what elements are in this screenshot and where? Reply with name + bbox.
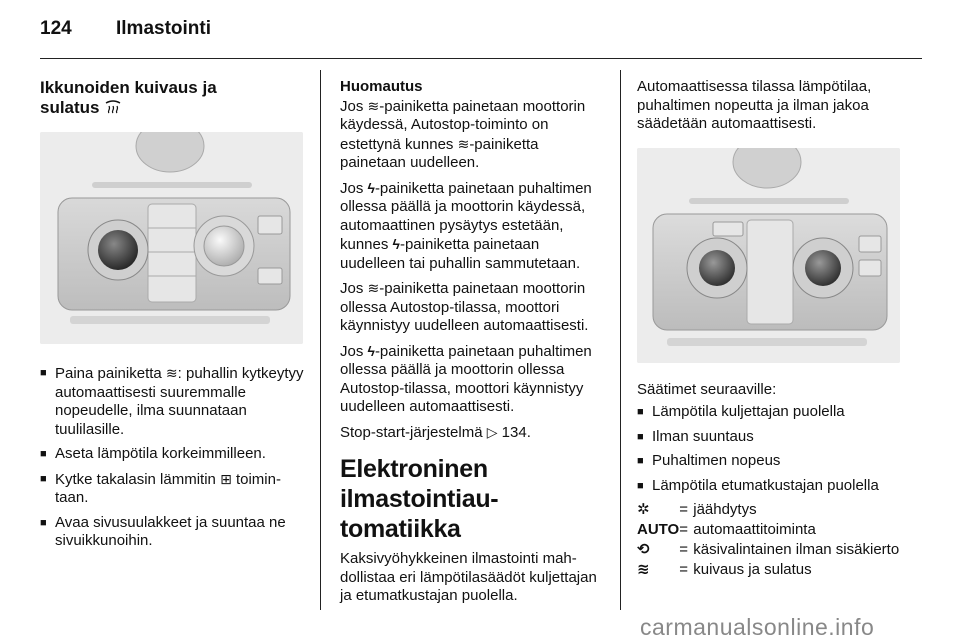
column-divider-2 bbox=[620, 70, 621, 610]
defrost-icon: ≋ bbox=[457, 135, 470, 152]
auto-label: AUTO bbox=[637, 521, 680, 538]
recirculation-icon: ⟲ bbox=[637, 541, 650, 558]
defrost-icon: ≋ bbox=[367, 97, 380, 114]
fan-icon: ϟ bbox=[367, 179, 375, 196]
defrost-steps-list bbox=[40, 364, 306, 551]
defrost-icon: ≋ bbox=[165, 365, 178, 381]
list-item: ■ Kytke takalasin lämmitin ⊞ toimintaan. bbox=[40, 470, 306, 508]
cooling-icon: ✲ bbox=[637, 501, 650, 518]
list-item: ■ Lämpötila kuljettajan puolella bbox=[637, 403, 900, 422]
fan-icon: ϟ bbox=[392, 236, 400, 252]
fan-icon: ϟ bbox=[367, 342, 375, 359]
electronic-climate-panel-photo bbox=[637, 148, 900, 363]
auto-mode-intro: Automaattisessa tilassa lämpötilaa, puhaltimen nopeutta ja ilman jakoa säädetään automaattisesti. bbox=[637, 78, 872, 132]
watermark: carmanualsonline.info bbox=[640, 614, 875, 640]
list-item: ■ Ilman suuntaus bbox=[637, 428, 900, 447]
list-item: ■ Lämpötila etumatkustajan puolella bbox=[637, 477, 900, 496]
controls-list bbox=[637, 403, 900, 495]
climate-panel-illustration bbox=[40, 132, 303, 344]
symbol-legend bbox=[637, 501, 899, 581]
page-title: Ilmastointi bbox=[116, 18, 212, 39]
section-title: Ikkunoiden kuivaus ja sulatus bbox=[40, 78, 217, 117]
list-item: ■ Aseta lämpötila korkeimmilleen. bbox=[40, 445, 306, 464]
column-2 bbox=[340, 78, 608, 612]
column-3 bbox=[637, 78, 900, 581]
defrost-icon: ≋ bbox=[367, 280, 380, 296]
defrost-icon bbox=[104, 100, 122, 114]
page-header bbox=[40, 18, 211, 40]
note-title: Huomautus bbox=[340, 78, 423, 95]
header-rule bbox=[40, 58, 922, 59]
legend-row: ≋ = kuivaus ja sulatus bbox=[637, 561, 899, 581]
defrost-icon: ≋ bbox=[637, 561, 650, 578]
list-item: ■ Paina painiketta ≋: puhallin kytkeytyy automaattisesti suuremmalle nopeudelle, ilma suunnataan tuulilasille. bbox=[40, 364, 306, 439]
note-paragraph-4: Jos ϟ-painiketta painetaan puhaltimen ollessa päällä ja moottorin ollessa Autostop-tilassa, moottori käynnistyy uudelleen automaattisesti. bbox=[340, 342, 592, 415]
legend-row: ✲ = jäähdytys bbox=[637, 501, 899, 521]
legend-row: ⟲ = käsivalintainen ilman sisäkierto bbox=[637, 541, 899, 561]
dual-zone-paragraph: Kaksivyöhykkeinen ilmastointi mahdollistaa eri lämpötilasäädöt kuljettajan ja etumatkustajan puolella. bbox=[340, 550, 597, 604]
controls-title: Säätimet seuraaville: bbox=[637, 380, 777, 398]
legend-row: AUTO = automaattitoiminta bbox=[637, 521, 899, 541]
stop-start-reference: Stop-start-järjestelmä ▷ 134. bbox=[340, 423, 531, 441]
note-paragraph-1: Jos ≋-painiketta painetaan moottorin käydessä, Autostop-toiminto on estettynä kunnes ≋-painiketta painetaan uudelleen. bbox=[340, 97, 586, 171]
climate-panel-photo bbox=[40, 132, 303, 344]
page-reference-icon: ▷ bbox=[486, 423, 498, 440]
note-paragraph-2: Jos ϟ-painiketta painetaan puhaltimen ollessa päällä ja moottorin käydessä, automaattinen pysäytys estetään, kunnes ϟ-painiketta painetaan uudelleen tai puhallin sammutetaan. bbox=[340, 179, 592, 272]
page-number: 124 bbox=[40, 18, 72, 39]
rear-window-heater-icon: ⊞ bbox=[220, 470, 232, 487]
column-1 bbox=[40, 78, 306, 557]
list-item: ■ Puhaltimen nopeus bbox=[637, 452, 900, 471]
electronic-climate-panel-illustration bbox=[637, 148, 900, 363]
section-heading: Elektroninen ilmastointiautomatiikka bbox=[340, 455, 499, 543]
list-item: ■ Avaa sivusuulakkeet ja suuntaa ne sivuikkunoihin. bbox=[40, 514, 306, 551]
note-paragraph-3: Jos ≋-painiketta painetaan moottorin ollessa Autostop-tilassa, moottori käynnistyy uudelleen automaattisesti. bbox=[340, 280, 589, 334]
column-divider-1 bbox=[320, 70, 321, 610]
